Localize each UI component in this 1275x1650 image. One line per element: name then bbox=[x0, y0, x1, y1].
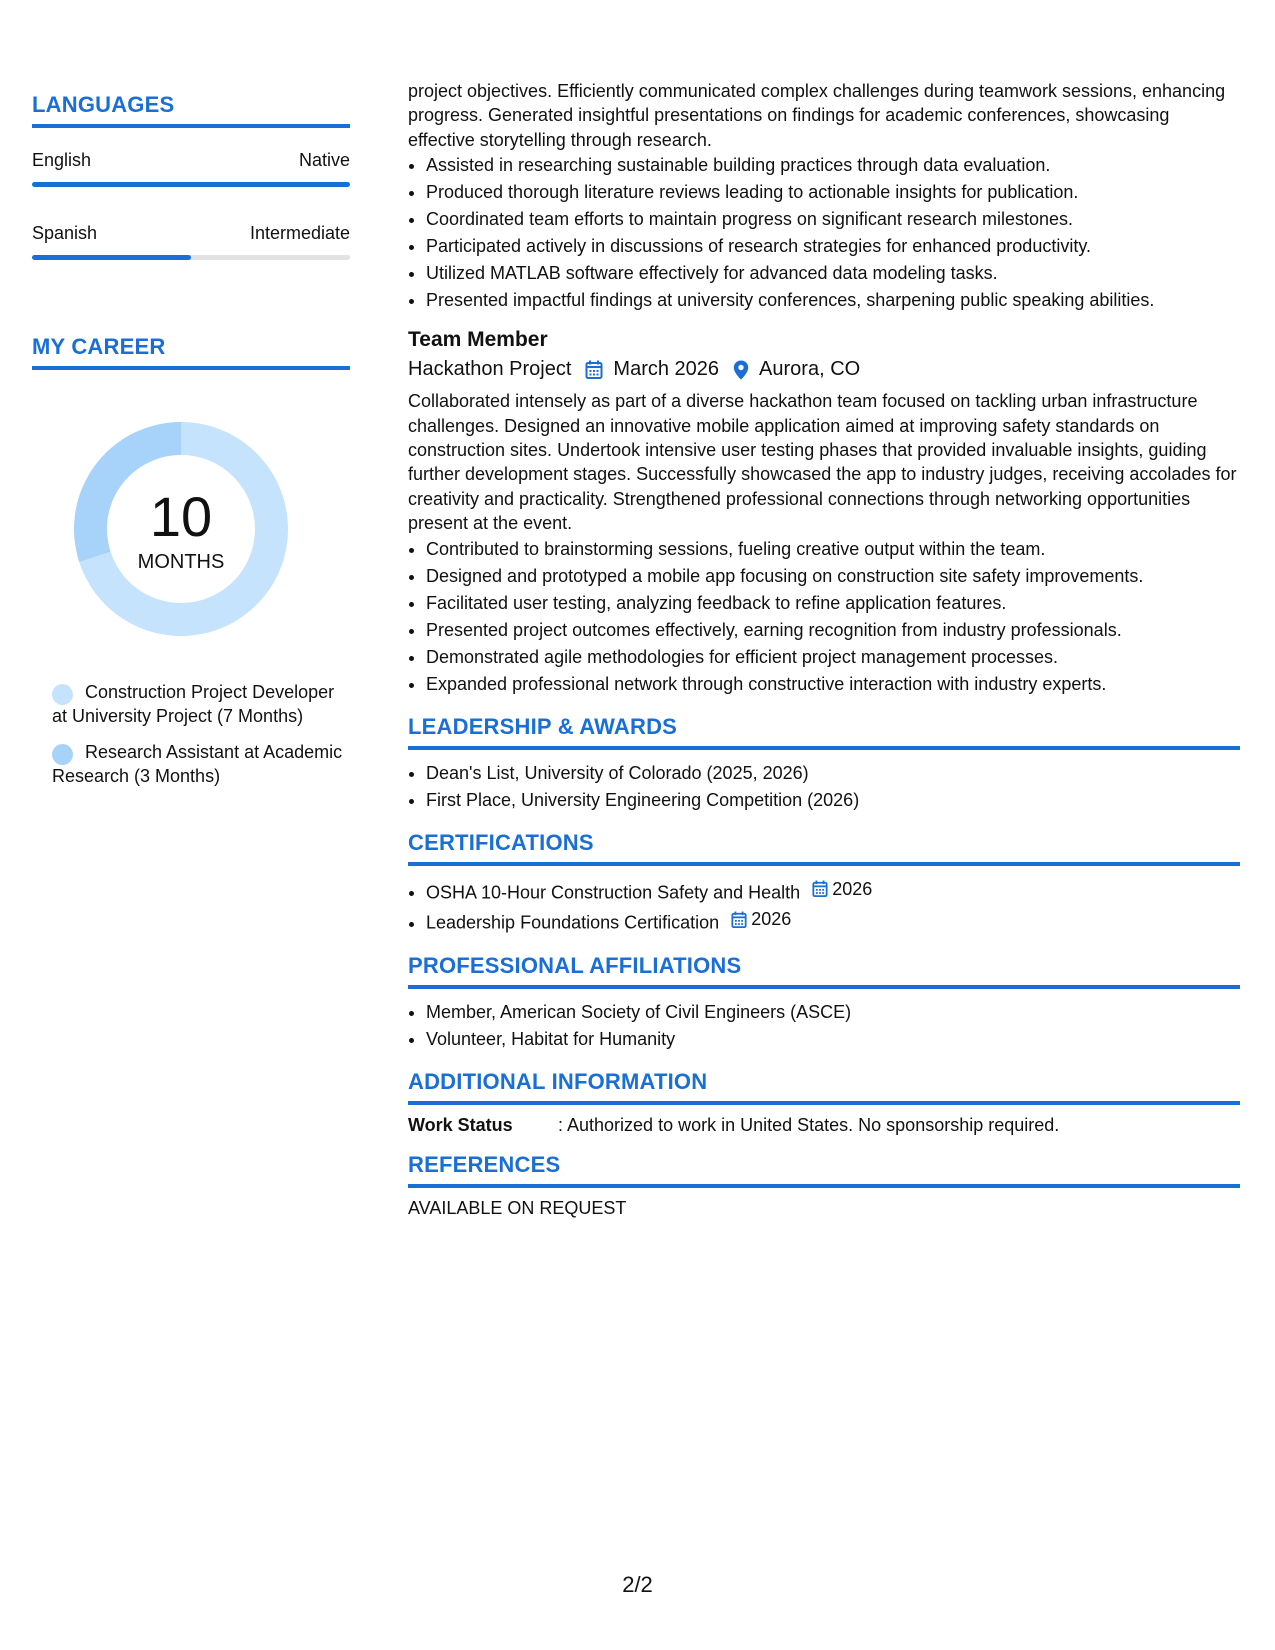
additional-info-title: ADDITIONAL INFORMATION bbox=[408, 1069, 1240, 1105]
calendar-icon bbox=[812, 880, 828, 898]
entry-meta bbox=[408, 358, 1240, 381]
references-title: REFERENCES bbox=[408, 1152, 1240, 1188]
career-title: MY CAREER bbox=[32, 334, 350, 370]
donut-center bbox=[66, 414, 296, 644]
certification-name: OSHA 10-Hour Construction Safety and Health bbox=[426, 882, 801, 903]
right-column bbox=[408, 79, 1240, 1219]
entry-location: Aurora, CO bbox=[759, 358, 861, 381]
languages-title: LANGUAGES bbox=[32, 92, 350, 128]
left-column bbox=[32, 92, 350, 800]
additional-info-section bbox=[408, 1069, 1240, 1136]
list-item: • Coordinated team efforts to maintain progress on significant research milestones. bbox=[426, 206, 1240, 233]
certification-year: 2026 bbox=[832, 878, 873, 899]
experience-entry bbox=[408, 328, 1240, 697]
languages-section bbox=[32, 92, 350, 260]
career-donut-chart bbox=[66, 414, 296, 644]
references-text: AVAILABLE ON REQUEST bbox=[408, 1197, 627, 1218]
list-item: • Facilitated user testing, analyzing feedback to refine application features. bbox=[426, 590, 1240, 617]
language-level: Intermediate bbox=[249, 223, 350, 243]
language-level: Native bbox=[298, 150, 350, 170]
work-status-row bbox=[408, 1115, 1240, 1136]
affiliations-section bbox=[408, 953, 1240, 1053]
career-section bbox=[32, 334, 350, 788]
calendar-icon bbox=[585, 360, 603, 380]
entry-organization: Hackathon Project bbox=[408, 358, 572, 381]
language-item bbox=[32, 223, 350, 260]
career-legend bbox=[52, 680, 350, 788]
list-item: • Participated actively in discussions of research strategies for enhanced productivity. bbox=[426, 233, 1240, 260]
certifications-list bbox=[408, 876, 1240, 937]
career-total-unit: MONTHS bbox=[137, 551, 225, 573]
language-name: Spanish bbox=[32, 223, 98, 243]
list-item: • Volunteer, Habitat for Humanity bbox=[426, 1026, 1240, 1053]
list-item: • First Place, University Engineering Competition (2026) bbox=[426, 787, 1240, 814]
affiliations-list bbox=[408, 999, 1240, 1053]
affiliations-title: PROFESSIONAL AFFILIATIONS bbox=[408, 953, 1240, 989]
entry-date: March 2026 bbox=[613, 358, 720, 381]
career-total-months: 10 bbox=[149, 485, 213, 548]
experience-intro-bullets bbox=[408, 152, 1240, 314]
leadership-list bbox=[408, 760, 1240, 814]
language-name: English bbox=[32, 150, 92, 170]
list-item: • Designed and prototyped a mobile app focusing on construction site safety improvements. bbox=[426, 563, 1240, 590]
list-item: • Demonstrated agile methodologies for efficient project management processes. bbox=[426, 644, 1240, 671]
certification-name: Leadership Foundations Certification bbox=[426, 912, 720, 933]
certification-item bbox=[426, 876, 1240, 907]
career-legend-item bbox=[52, 740, 350, 788]
list-item: • Presented project outcomes effectively, earning recognition from industry professionals. bbox=[426, 617, 1240, 644]
list-item: • Expanded professional network through constructive interaction with industry experts. bbox=[426, 671, 1240, 698]
list-item: • Presented impactful findings at university conferences, sharpening public speaking abilities. bbox=[426, 287, 1240, 314]
page-number: 2/2 bbox=[622, 1572, 653, 1597]
entry-title: Team Member bbox=[408, 328, 548, 352]
certifications-section bbox=[408, 830, 1240, 937]
calendar-icon bbox=[731, 911, 747, 929]
career-legend-item bbox=[52, 680, 350, 728]
certification-year: 2026 bbox=[751, 909, 792, 930]
list-item: • Produced thorough literature reviews leading to actionable insights for publication. bbox=[426, 179, 1240, 206]
location-pin-icon bbox=[733, 360, 749, 380]
language-proficiency-bar bbox=[32, 255, 350, 260]
list-item: • Assisted in researching sustainable building practices through data evaluation. bbox=[426, 152, 1240, 179]
entry-bullets bbox=[408, 536, 1240, 698]
references-section bbox=[408, 1152, 1240, 1219]
list-item: • Dean's List, University of Colorado (2025, 2026) bbox=[426, 760, 1240, 787]
language-proficiency-fill bbox=[32, 182, 350, 187]
work-status-value: : Authorized to work in United States. No sponsorship required. bbox=[558, 1114, 1060, 1135]
leadership-title: LEADERSHIP & AWARDS bbox=[408, 714, 1240, 750]
language-proficiency-fill bbox=[32, 255, 191, 260]
career-legend-label: Research Assistant at Academic Research (3 Months) bbox=[52, 742, 343, 786]
work-status-label: Work Status bbox=[408, 1114, 513, 1135]
certifications-title: CERTIFICATIONS bbox=[408, 830, 1240, 866]
legend-dot bbox=[52, 744, 73, 765]
list-item: • Contributed to brainstorming sessions, fueling creative output within the team. bbox=[426, 536, 1240, 563]
certification-item bbox=[426, 906, 1240, 937]
entry-description: Collaborated intensely as part of a diverse hackathon team focused on tackling urban infrastructure challenges. Designed an innovative mobile application aimed at improving safety standards on construction sites. Undertook intensive user testing phases that provided invaluable insights, guiding further development stages. Successfully showcased the app to industry judges, receiving accolades for creativity and practicality. Strengthened professional connections through networking opportunities present at the event. bbox=[408, 391, 1237, 534]
language-proficiency-bar bbox=[32, 182, 350, 187]
legend-dot bbox=[52, 684, 73, 705]
experience-intro-paragraph: project objectives. Efficiently communicated complex challenges during teamwork sessions, enhancing progress. Generated insightful presentations on findings for academic conferences, showcasing effective storytelling through research. bbox=[408, 81, 1226, 150]
language-item bbox=[32, 150, 350, 187]
leadership-section bbox=[408, 714, 1240, 814]
career-legend-label: Construction Project Developer at University Project (7 Months) bbox=[52, 682, 335, 726]
list-item: • Utilized MATLAB software effectively for advanced data modeling tasks. bbox=[426, 260, 1240, 287]
list-item: • Member, American Society of Civil Engineers (ASCE) bbox=[426, 999, 1240, 1026]
